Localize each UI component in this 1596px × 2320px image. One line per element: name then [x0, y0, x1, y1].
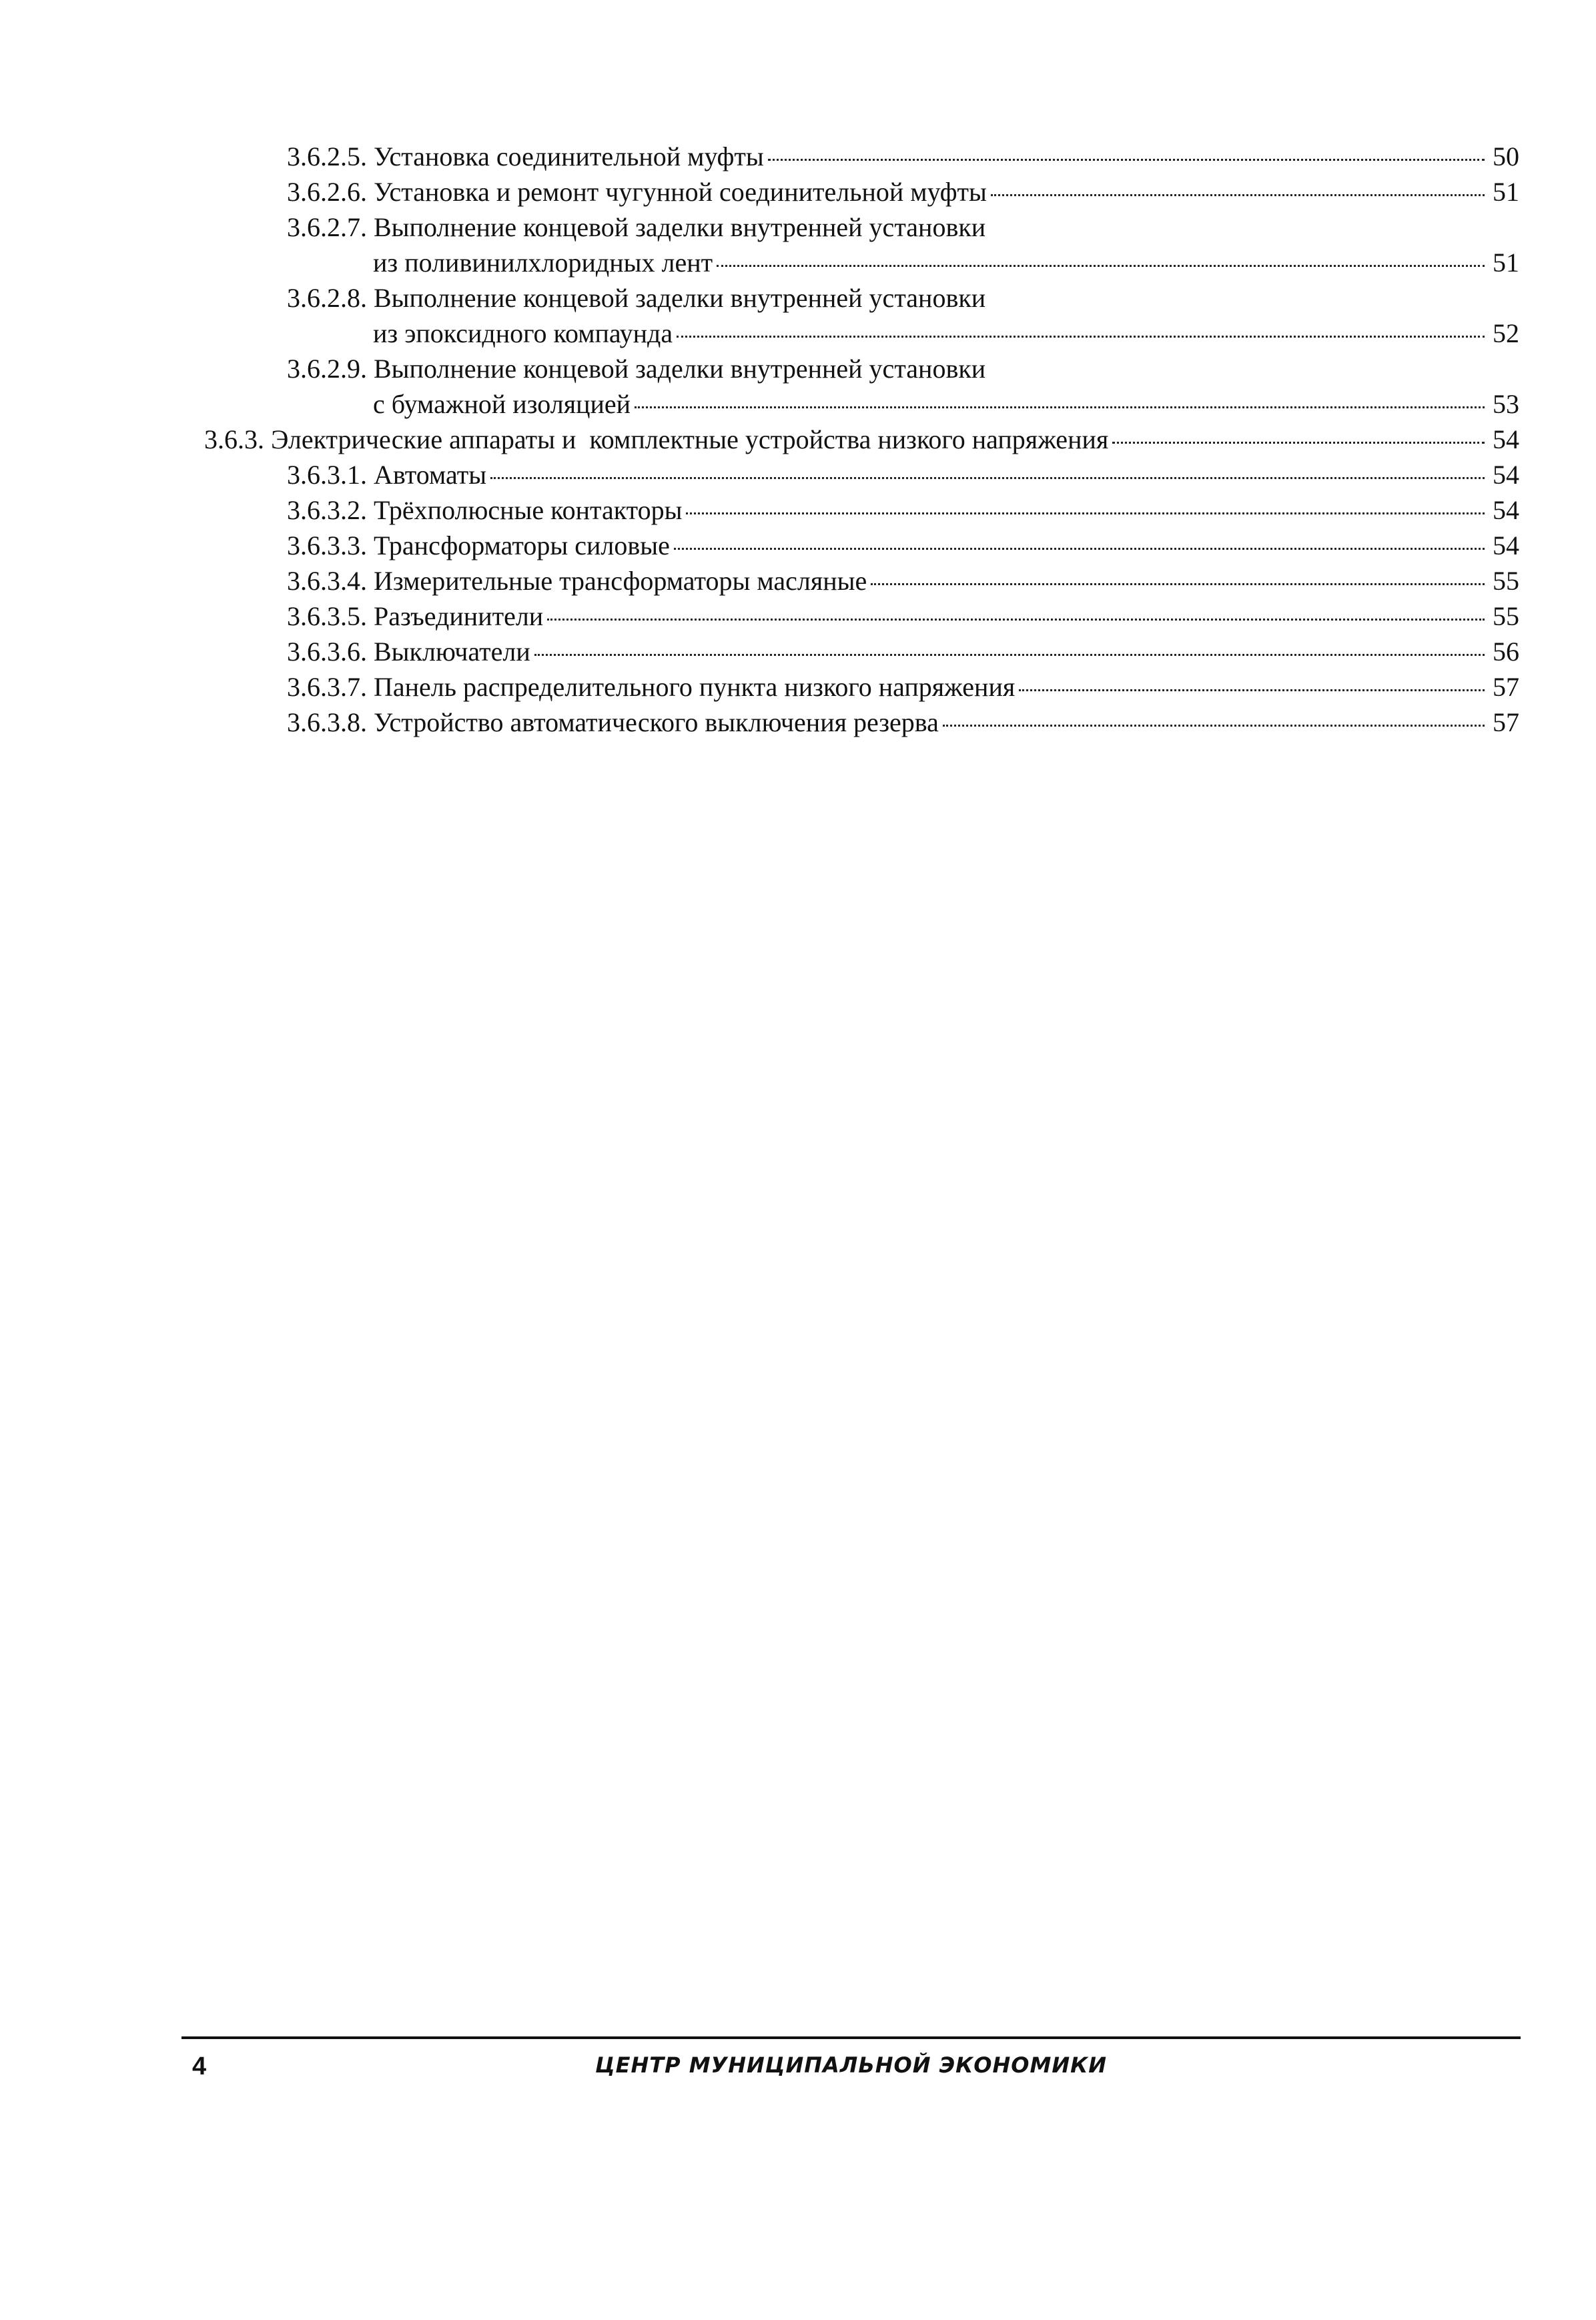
toc-entry[interactable]: [0, 174, 1519, 210]
toc-entry[interactable]: [0, 528, 1519, 563]
toc-entry[interactable]: [0, 705, 1519, 740]
toc-entry[interactable]: [0, 634, 1519, 669]
dot-leader: [943, 725, 1485, 727]
toc-entry[interactable]: [0, 563, 1519, 599]
toc-entry[interactable]: [0, 492, 1519, 528]
toc-entry-title: 3.6.3.6. Выключатели: [287, 637, 530, 667]
toc-entry-page: 51: [1493, 177, 1519, 207]
dot-leader: [635, 406, 1485, 408]
toc-entry[interactable]: [0, 457, 1519, 492]
toc-entry-page: 52: [1493, 318, 1519, 348]
dot-leader: [686, 512, 1485, 514]
toc-entry-title: 3.6.3. Электрические аппараты и комплектные устройства низкого напряжения: [204, 424, 1109, 454]
dot-leader: [871, 583, 1485, 585]
toc-entry-page: 53: [1493, 389, 1519, 419]
toc-entry[interactable]: [0, 599, 1519, 634]
toc-entry-page: 56: [1493, 637, 1519, 667]
toc-section-entry[interactable]: [0, 422, 1519, 457]
toc-entry[interactable]: [0, 139, 1519, 174]
toc-entry-page: 54: [1493, 530, 1519, 560]
footer-title: ЦЕНТР МУНИЦИПАЛЬНОЙ ЭКОНОМИКИ: [594, 2052, 1108, 2078]
toc-entry-title: 3.6.2.7. Выполнение концевой заделки внутренней установки: [287, 212, 986, 242]
toc-entry-title: 3.6.3.2. Трёхполюсные контакторы: [287, 495, 683, 525]
toc-entry-title: 3.6.2.9. Выполнение концевой заделки внутренней установки: [287, 354, 986, 384]
toc-entry[interactable]: [0, 210, 1519, 280]
dot-leader: [717, 265, 1485, 267]
toc-entry-page: 54: [1493, 424, 1519, 454]
table-of-contents: [0, 139, 1596, 740]
toc-entry-page: 57: [1493, 672, 1519, 702]
toc-entry-page: 51: [1493, 248, 1519, 278]
toc-entry-title-continuation: с бумажной изоляцией: [373, 389, 631, 419]
toc-entry[interactable]: [0, 280, 1519, 351]
dot-leader: [768, 159, 1485, 161]
toc-entry-title: 3.6.2.6. Установка и ремонт чугунной соединительной муфты: [287, 177, 987, 207]
toc-entry-page: 50: [1493, 141, 1519, 171]
dot-leader: [677, 336, 1485, 338]
toc-entry-title: 3.6.3.8. Устройство автоматического выключения резерва: [287, 707, 939, 737]
page-number: 4: [192, 2052, 207, 2080]
dot-leader: [534, 654, 1485, 656]
toc-entry-title: 3.6.3.1. Автоматы: [287, 460, 487, 490]
dot-leader: [991, 194, 1485, 196]
dot-leader: [490, 477, 1485, 479]
toc-entry-title-continuation: из эпоксидного компаунда: [373, 318, 673, 348]
dot-leader: [1019, 689, 1485, 691]
toc-entry-page: 54: [1493, 460, 1519, 490]
toc-entry-title: 3.6.3.7. Панель распределительного пункта низкого напряжения: [287, 672, 1016, 702]
dot-leader: [674, 548, 1485, 550]
toc-entry[interactable]: [0, 351, 1519, 422]
toc-entry-title: 3.6.3.4. Измерительные трансформаторы масляные: [287, 566, 867, 596]
page-footer: [181, 2036, 1521, 2080]
toc-entry-page: 57: [1493, 707, 1519, 737]
dot-leader: [1112, 442, 1485, 444]
toc-entry[interactable]: [0, 669, 1519, 705]
toc-entry-title-continuation: из поливинилхлоридных лент: [373, 248, 713, 278]
toc-entry-title: 3.6.3.5. Разъединители: [287, 601, 544, 631]
toc-entry-page: 54: [1493, 495, 1519, 525]
toc-entry-title: 3.6.3.3. Трансформаторы силовые: [287, 530, 670, 560]
toc-entry-title: 3.6.2.8. Выполнение концевой заделки внутренней установки: [287, 283, 986, 313]
toc-entry-page: 55: [1493, 566, 1519, 596]
dot-leader: [547, 619, 1485, 621]
toc-entry-page: 55: [1493, 601, 1519, 631]
toc-entry-title: 3.6.2.5. Установка соединительной муфты: [287, 141, 764, 171]
